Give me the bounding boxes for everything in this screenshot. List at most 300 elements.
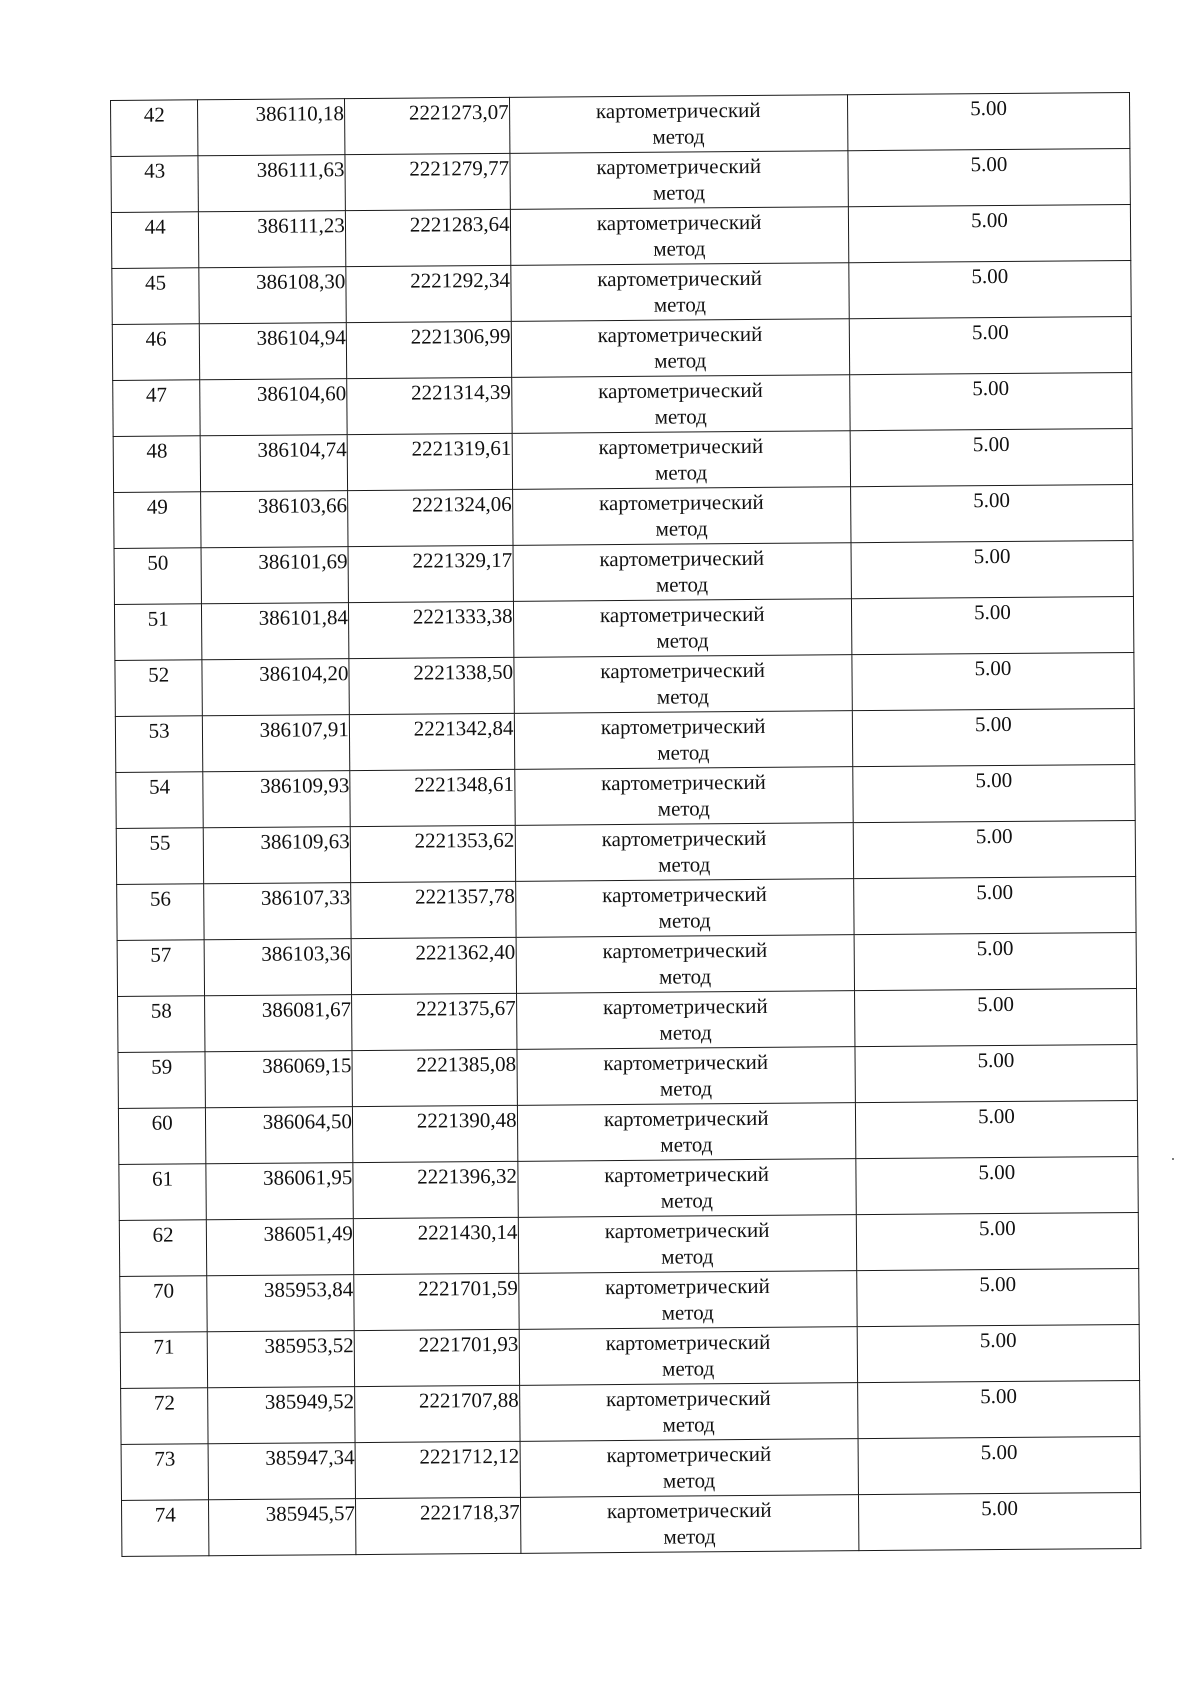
y-coordinate-cell [351,993,516,1050]
method-line-1: картометрический [604,1217,770,1244]
point-number: 70 [152,1278,175,1303]
accuracy-cell [853,820,1136,878]
y-coordinate: 2221701,59 [418,1275,518,1301]
point-number-cell [114,604,202,661]
y-coordinate: 2221396,32 [417,1163,518,1189]
method-line-1: картометрический [606,1497,772,1524]
point-number-cell [115,716,203,773]
point-number-cell [119,1164,207,1221]
method-text [515,767,853,822]
method-line-1: картометрический [602,881,767,908]
accuracy-value: 5.00 [972,375,1010,401]
point-number-cell [114,492,202,549]
method-line-2: метод [658,964,712,989]
method-line-2: метод [652,124,705,149]
table-row [111,148,1130,212]
accuracy-cell [852,652,1135,710]
y-coordinate: 2221279,77 [409,155,510,181]
x-coordinate: 386107,91 [259,717,349,742]
x-coordinate-cell [208,1443,355,1500]
method-cell [512,431,851,490]
y-coordinate: 2221357,78 [414,883,515,909]
accuracy-value: 5.00 [971,263,1009,289]
method-text [513,599,851,654]
method-line-2: метод [661,1300,714,1325]
method-cell [517,1103,856,1162]
x-coordinate-cell [205,1051,352,1108]
accuracy-value: 5.00 [977,991,1015,1017]
table-row [117,876,1136,940]
y-coordinate-cell [355,1441,520,1498]
method-line-2: метод [656,684,710,709]
point-number-cell [111,156,199,213]
point-number-cell [117,884,205,941]
point-number: 55 [149,830,171,855]
accuracy-value: 5.00 [974,599,1011,625]
x-coordinate: 386109,93 [259,773,350,798]
y-coordinate: 2221375,67 [415,995,516,1021]
point-number: 45 [144,270,167,295]
y-coordinate-cell [353,1161,518,1218]
y-coordinate-cell [350,825,515,882]
accuracy-value: 5.00 [972,431,1010,457]
x-coordinate: 385945,57 [265,1501,356,1526]
x-coordinate: 386104,60 [256,381,347,406]
y-coordinate-cell [345,209,510,266]
point-number: 71 [153,1334,175,1359]
accuracy-value: 5.00 [976,879,1014,905]
x-coordinate: 386051,49 [263,1221,353,1246]
method-line-2: метод [657,796,710,821]
x-coordinate: 386104,74 [257,437,347,462]
accuracy-value: 5.00 [974,711,1012,737]
table-row [114,484,1133,548]
point-number-cell [118,996,206,1053]
method-cell [520,1439,859,1498]
y-coordinate: 2221329,17 [412,547,513,573]
method-line-2: метод [662,1412,715,1437]
coordinates-table [110,92,1141,1557]
method-line-2: метод [659,1020,712,1045]
y-coordinate: 2221273,07 [408,99,509,125]
table-row [121,1492,1140,1556]
x-coordinate-cell [206,1163,353,1220]
method-line-1: картометрический [604,1161,770,1188]
y-coordinate-cell [353,1217,518,1274]
method-text [518,1159,856,1214]
point-number-cell [119,1220,207,1277]
x-coordinate: 386111,63 [256,157,345,182]
y-coordinate-cell [351,881,516,938]
accuracy-cell [848,148,1131,206]
method-cell [512,487,851,546]
point-number: 52 [148,662,170,687]
point-number-cell [112,324,200,381]
point-number-cell [118,1108,206,1165]
y-coordinate-cell [347,433,512,490]
accuracy-cell [851,540,1134,598]
method-cell [519,1383,858,1442]
method-line-1: картометрический [602,937,768,964]
method-line-1: картометрический [598,489,764,516]
accuracy-cell [856,1212,1139,1270]
scan-speck [1172,1158,1174,1160]
accuracy-cell [853,876,1136,934]
accuracy-value: 5.00 [978,1215,1016,1241]
method-text [517,991,855,1046]
x-coordinate-cell [198,155,345,212]
table-row [120,1268,1139,1332]
point-number: 61 [152,1166,174,1191]
method-line-1: картометрический [602,993,768,1020]
accuracy-cell [858,1492,1141,1550]
x-coordinate: 386103,66 [257,493,348,518]
y-coordinate-cell [355,1385,520,1442]
y-coordinate-cell [355,1497,520,1554]
method-cell [517,1159,856,1218]
accuracy-cell [857,1268,1140,1326]
method-text [513,543,851,598]
method-text [514,655,852,710]
method-line-1: картометрический [596,153,762,180]
accuracy-cell [856,1156,1139,1214]
y-coordinate-cell [346,321,511,378]
accuracy-value: 5.00 [979,1327,1017,1353]
method-line-2: метод [655,516,708,541]
method-line-2: метод [660,1132,713,1157]
point-number: 47 [145,382,168,407]
point-number-cell [117,940,205,997]
table-row [111,204,1130,268]
table-row [116,820,1135,884]
x-coordinate-cell [200,435,347,492]
accuracy-cell [847,92,1130,150]
x-coordinate: 385953,84 [263,1277,354,1302]
accuracy-value: 5.00 [973,487,1011,513]
accuracy-value: 5.00 [977,1047,1015,1073]
point-number: 51 [147,606,169,631]
method-line-1: картометрический [605,1329,771,1356]
accuracy-value: 5.00 [975,767,1013,793]
point-number: 56 [149,886,172,911]
table-row [112,260,1131,324]
method-line-2: метод [657,740,710,765]
table-row [118,988,1137,1052]
method-line-1: картометрический [601,769,766,796]
method-cell [509,151,848,210]
accuracy-cell [855,1100,1138,1158]
accuracy-cell [851,596,1134,654]
y-coordinate: 2221319,61 [411,435,512,461]
x-coordinate-cell [200,323,347,380]
method-text [516,935,854,990]
accuracy-cell [855,1044,1138,1102]
accuracy-cell [853,764,1136,822]
y-coordinate: 2221283,64 [409,211,510,237]
y-coordinate-cell [348,545,513,602]
accuracy-cell [849,316,1132,374]
x-coordinate-cell [208,1387,355,1444]
y-coordinate: 2221324,06 [411,491,512,517]
y-coordinate: 2221306,99 [410,323,511,349]
x-coordinate-cell [204,883,351,940]
y-coordinate: 2221707,88 [418,1387,519,1413]
accuracy-value: 5.00 [975,823,1013,849]
method-line-2: метод [662,1468,716,1493]
table-row [119,1156,1138,1220]
method-cell [520,1495,859,1554]
x-coordinate: 385949,52 [264,1389,355,1414]
x-coordinate: 386107,33 [260,885,351,910]
method-text [510,151,848,206]
point-number: 72 [153,1390,175,1415]
point-number-cell [121,1500,209,1557]
method-text [516,879,854,934]
point-number-cell [114,548,202,605]
y-coordinate: 2221348,61 [414,771,515,797]
method-line-2: метод [661,1244,714,1269]
method-line-1: картометрический [598,377,763,404]
method-line-1: картометрический [603,1105,769,1132]
method-cell [510,263,849,322]
method-cell [513,655,852,714]
point-number-cell [111,212,199,269]
method-cell [516,991,855,1050]
accuracy-value: 5.00 [977,1103,1015,1129]
method-text [513,487,851,542]
method-line-1: картометрический [606,1441,772,1468]
table-row [114,596,1133,660]
y-coordinate-cell [352,1049,517,1106]
accuracy-cell [850,484,1133,542]
method-text [514,711,852,766]
method-cell [513,599,852,658]
x-coordinate: 386101,84 [258,605,349,630]
method-cell [518,1271,857,1330]
point-number-cell [120,1276,208,1333]
method-cell [516,1047,855,1106]
method-text [511,319,849,374]
point-number: 57 [150,942,172,967]
table-row [115,708,1134,772]
point-number: 62 [152,1222,174,1247]
method-text [521,1495,859,1550]
point-number: 60 [151,1110,173,1135]
y-coordinate-cell [350,769,515,826]
method-text [510,207,848,262]
method-cell [514,711,853,770]
point-number-cell [116,772,204,829]
method-text [512,431,850,486]
point-number: 46 [145,326,167,351]
accuracy-value: 5.00 [978,1159,1016,1185]
accuracy-value: 5.00 [971,319,1009,345]
x-coordinate-cell [204,939,351,996]
method-line-1: картометрический [605,1385,771,1412]
table-row [121,1380,1140,1444]
y-coordinate-cell [351,937,516,994]
x-coordinate-cell [202,659,349,716]
method-line-2: метод [660,1188,713,1213]
table-row [120,1324,1139,1388]
point-number: 54 [148,774,171,799]
point-number: 43 [144,158,166,183]
method-cell [519,1327,858,1386]
y-coordinate: 2221342,84 [413,715,514,741]
x-coordinate-cell [199,211,346,268]
point-number: 59 [151,1054,173,1079]
y-coordinate-cell [354,1273,519,1330]
table-row [113,372,1132,436]
point-number: 58 [150,998,172,1023]
x-coordinate: 386064,50 [262,1109,353,1134]
method-cell [518,1215,857,1274]
x-coordinate-cell [203,771,350,828]
accuracy-cell [858,1436,1141,1494]
y-coordinate-cell [354,1329,519,1386]
table-row [112,316,1131,380]
method-cell [511,319,850,378]
method-line-2: метод [658,908,711,933]
method-line-1: картометрический [603,1049,769,1076]
method-line-2: метод [652,180,706,205]
method-line-2: метод [656,628,709,653]
accuracy-value: 5.00 [970,207,1008,233]
method-line-2: метод [653,292,706,317]
point-number: 74 [154,1502,176,1527]
y-coordinate: 2221338,50 [413,659,514,685]
method-line-1: картометрический [598,433,764,460]
x-coordinate-cell [201,491,348,548]
method-line-1: картометрический [597,321,763,348]
y-coordinate: 2221385,08 [416,1051,517,1077]
table-row [113,428,1132,492]
point-number: 49 [146,494,168,519]
table-row [116,764,1135,828]
table-row [121,1436,1140,1500]
method-line-1: картометрический [599,545,765,572]
accuracy-value: 5.00 [980,1439,1018,1465]
method-line-1: картометрический [601,825,767,852]
x-coordinate: 386108,30 [255,269,346,294]
method-cell [513,543,852,602]
x-coordinate-cell [206,1107,353,1164]
accuracy-value: 5.00 [976,935,1014,961]
y-coordinate: 2221362,40 [415,939,516,965]
table-row [118,1044,1137,1108]
method-line-2: метод [663,1524,716,1549]
point-number-cell [112,268,200,325]
x-coordinate: 386104,20 [259,661,349,686]
accuracy-cell [849,260,1132,318]
accuracy-cell [857,1324,1140,1382]
y-coordinate: 2221712,12 [419,1443,520,1469]
method-line-2: метод [658,852,711,877]
y-coordinate-cell [348,601,513,658]
x-coordinate-cell [207,1275,354,1332]
method-line-1: картометрический [600,657,766,684]
y-coordinate-cell [345,153,510,210]
y-coordinate: 2221390,48 [416,1107,517,1133]
accuracy-value: 5.00 [974,655,1012,681]
method-line-2: метод [653,236,706,261]
method-cell [516,935,855,994]
x-coordinate-cell [199,267,346,324]
document-page [110,92,1141,1557]
point-number-cell [121,1444,209,1501]
y-coordinate: 2221333,38 [412,603,513,629]
method-line-1: картометрический [605,1273,770,1300]
accuracy-cell [850,372,1133,430]
method-line-2: метод [659,1076,713,1101]
point-number-cell [120,1332,208,1389]
y-coordinate-cell [344,97,509,154]
point-number-cell [115,660,203,717]
method-text [512,375,850,430]
method-text [518,1215,856,1270]
table-row [117,932,1136,996]
y-coordinate: 2221701,93 [418,1331,519,1357]
y-coordinate: 2221292,34 [410,267,511,293]
x-coordinate: 385953,52 [264,1333,354,1358]
x-coordinate-cell [205,995,352,1052]
x-coordinate: 386111,23 [257,213,345,238]
point-number: 42 [143,102,165,127]
point-number: 53 [148,718,170,743]
y-coordinate-cell [352,1105,517,1162]
point-number-cell [113,436,201,493]
y-coordinate: 2221430,14 [417,1219,518,1245]
point-number-cell [118,1052,206,1109]
y-coordinate: 2221718,37 [419,1499,520,1525]
accuracy-cell [857,1380,1140,1438]
accuracy-value: 5.00 [973,543,1011,569]
coordinates-table-body [111,92,1141,1556]
x-coordinate: 385947,34 [265,1445,355,1470]
point-number-cell [113,380,201,437]
method-line-2: метод [655,572,709,597]
method-cell [509,95,848,154]
accuracy-value: 5.00 [970,95,1007,121]
accuracy-value: 5.00 [981,1495,1018,1521]
y-coordinate: 2221314,39 [410,379,511,405]
method-text [517,1047,855,1102]
accuracy-cell [850,428,1133,486]
method-line-1: картометрический [599,601,765,628]
method-text [515,823,853,878]
method-cell [515,823,854,882]
x-coordinate-cell [203,715,350,772]
method-cell [511,375,850,434]
x-coordinate: 386081,67 [261,997,352,1022]
point-number: 48 [146,438,168,463]
x-coordinate-cell [202,603,349,660]
point-number: 44 [144,214,166,239]
y-coordinate-cell [349,713,514,770]
method-line-1: картометрический [595,97,761,124]
table-row [119,1212,1138,1276]
method-text [510,95,848,150]
method-line-1: картометрический [596,209,762,236]
method-line-2: метод [662,1356,715,1381]
x-coordinate: 386103,36 [261,941,351,966]
x-coordinate-cell [209,1499,356,1556]
method-text [520,1439,858,1494]
x-coordinate: 386061,95 [263,1165,353,1190]
table-row [111,92,1130,156]
x-coordinate-cell [201,547,348,604]
y-coordinate-cell [347,489,512,546]
